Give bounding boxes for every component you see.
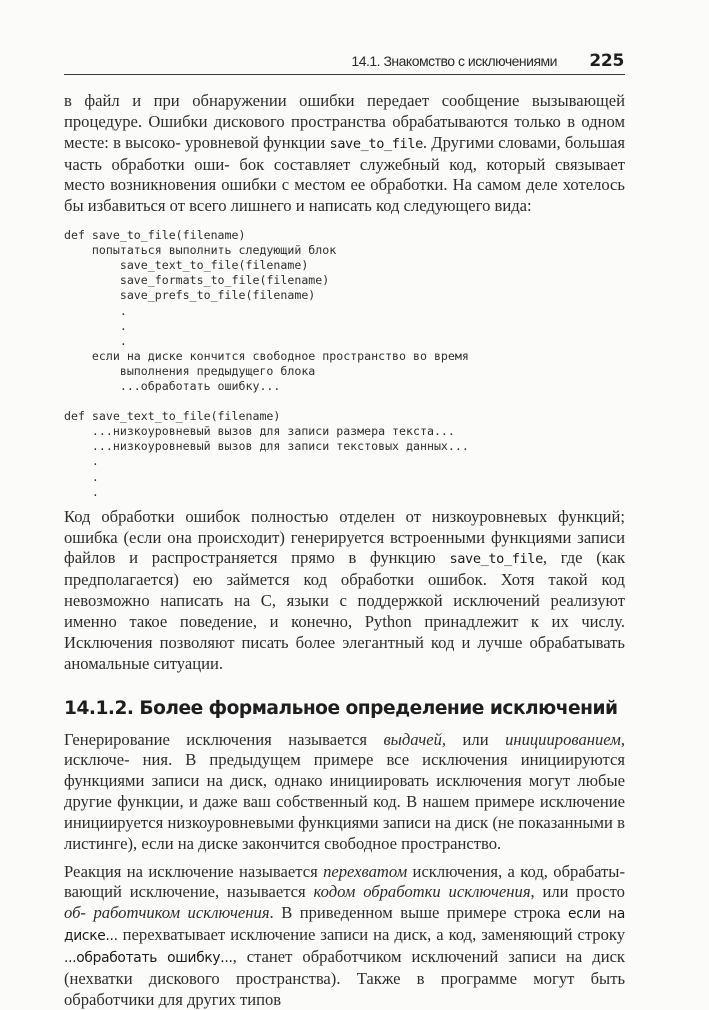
text-line: диск, однако инициировать исключения могут любые другие функции, и даже ваш (64, 771, 625, 812)
code-line: ...обработать ошибку... (64, 379, 281, 393)
text-span: Генерирование исключения называется (64, 729, 384, 749)
text-span: или (446, 729, 506, 749)
code-line: save_text_to_file(filename) (64, 258, 309, 273)
text-line: уровневой функции (185, 132, 330, 152)
code-line: . (64, 454, 99, 469)
inline-code: save_to_file (449, 551, 543, 568)
code-line: попытаться выполнить следующий блок (64, 243, 337, 258)
paragraph-error-handling-intro (64, 91, 625, 217)
code-line: . (64, 303, 127, 318)
code-line: . (64, 484, 99, 499)
paragraph-raising-definition (64, 730, 625, 855)
text-line: бок составляет служебный код, который связывает место возникновения ошибки (64, 154, 625, 195)
code-line: ...низкоуровневый вызов для записи текстовых данных... (64, 439, 469, 454)
paragraph-catching-definition (64, 862, 625, 1010)
text-span: вающий исключение, называется (64, 882, 314, 902)
term-emphasis: работчиком исключения (93, 903, 270, 923)
code-line: . (64, 333, 127, 348)
term-emphasis: об- (64, 903, 86, 923)
text-line: функциями записи на диск (не показанными в листинге), если на диске закончится (64, 812, 625, 853)
running-head-title: 14.1. Знакомство с исключениями (351, 53, 557, 69)
text-line: собственный код. В нашем примере исключение инициируется низкоуровневыми (64, 792, 626, 832)
code-line: def save_text_to_file(filename) (64, 409, 281, 424)
page-content (64, 91, 625, 1010)
text-span: , станет обработчиком исключений записи на диск (нехватки дискового (64, 946, 625, 988)
text-line: , где (как предполагается) ею (64, 548, 626, 590)
code-line: если на диске кончится свободное пространство во время (64, 348, 469, 363)
inline-code: ошибку... (167, 949, 233, 966)
text-line: с местом ее обработки. На самом деле хотелось бы избавиться от всего лишнего (64, 175, 625, 216)
code-line: save_formats_to_file(filename) (64, 273, 330, 288)
code-line: . (64, 318, 127, 333)
term-emphasis: кодом обработки исключения (313, 882, 531, 902)
text-span: Реакция на исключение называется (64, 861, 324, 881)
code-line: def save_to_file(filename) (64, 228, 246, 243)
text-span: . В приведенном выше примере строка (269, 903, 569, 923)
code-line: . (64, 469, 99, 484)
code-listing-save-to-file (64, 228, 625, 500)
inline-code: save_to_file (329, 135, 423, 152)
text-span: , исключе- (64, 729, 625, 770)
text-line: в файл и при обнаружении ошибки передает сообщение вызывающей процедуре. (64, 91, 625, 131)
text-line: Ошибки дискового пространства обрабатываются только в одном месте: в высоко- (64, 111, 626, 152)
text-line: и написать код следующего вида: (295, 196, 532, 216)
text-line: свободное пространство. (324, 833, 502, 853)
text-line: и лучше обрабатывать аномальные ситуации. (64, 632, 626, 673)
term-emphasis: выдачей, (383, 729, 447, 749)
paragraph-error-code-separation (64, 507, 625, 675)
text-line: (если она происходит) генерируется встроенными функциями записи файлов (64, 527, 625, 568)
running-head (64, 50, 625, 75)
text-line: Код обработки ошибок полностью отделен от низкоуровневых функций; ошибка (64, 506, 625, 547)
text-line: . Другими словами, большая часть обработки оши- (64, 132, 625, 174)
text-line: и распространяется прямо в функцию (129, 548, 450, 568)
term-emphasis: перехватом (323, 861, 408, 881)
code-line: выполнения предыдущего блока (64, 363, 316, 378)
term-emphasis: инициированием (505, 729, 621, 749)
code-line (64, 394, 625, 409)
code-line: ...низкоуровневый вызов для записи размера текста... (64, 424, 455, 439)
text-line: займется код обработки ошибок. Хотя такой код невозможно написать на C, языки (64, 570, 626, 611)
code-line: save_prefs_to_file(filename) (64, 288, 316, 303)
page-number: 225 (589, 51, 624, 71)
section-heading: 14.1.2. Более формальное определение исключений (64, 697, 618, 719)
inline-code: если на диске... (64, 906, 625, 945)
text-span: исключения, а код, обрабаты- (407, 861, 625, 881)
text-line: с поддержкой исключений реализуют именно такое поведение, и конечно, Python (64, 591, 625, 631)
text-span: , или просто (530, 882, 625, 902)
text-line: пространства). Также в программе могут быть обработчики для других типов (64, 968, 626, 1009)
text-line: ния. В предыдущем примере все исключения инициируются функциями записи на (64, 750, 625, 791)
inline-code: ...обработать (64, 949, 158, 966)
text-line: принадлежит к их числу. Исключения позволяют писать более элегантный код (64, 611, 625, 652)
text-span: перехватывает исключение записи на диск, а код, заменяющий строку (122, 925, 625, 945)
